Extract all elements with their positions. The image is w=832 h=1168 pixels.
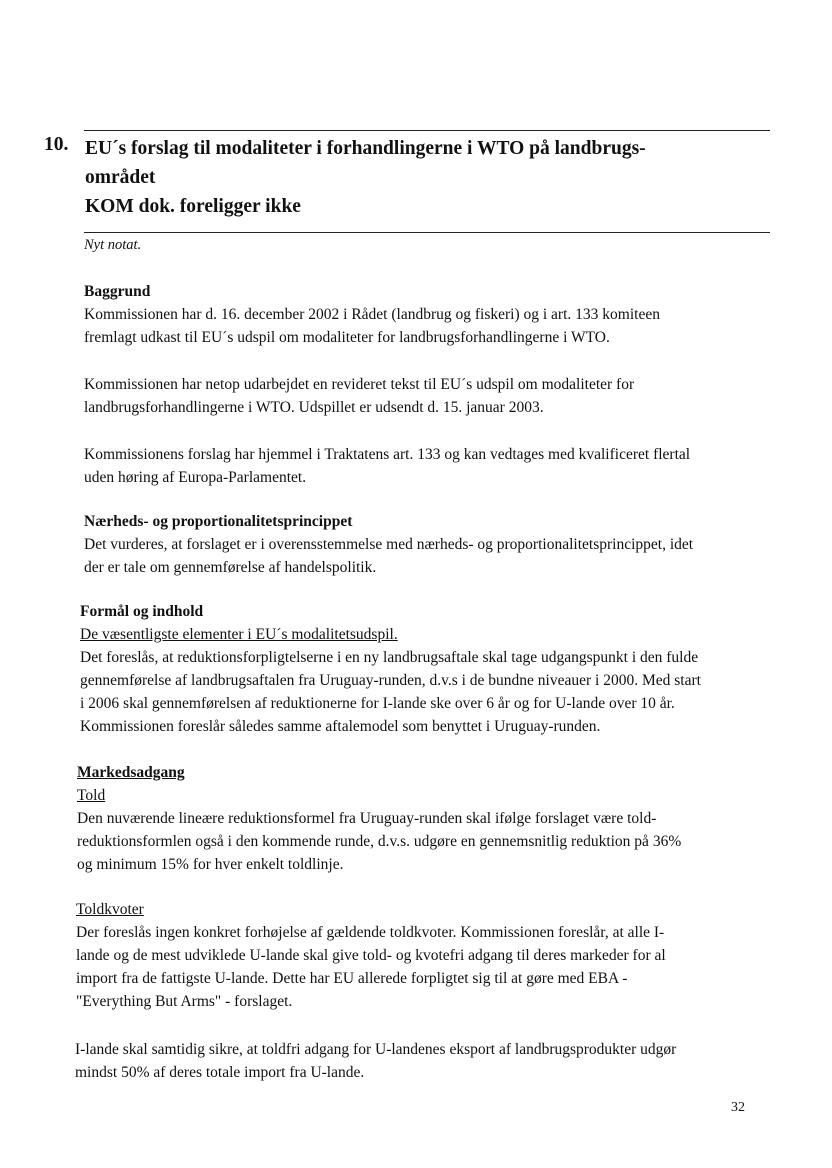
baggrund-p3-line2: uden høring af Europa-Parlamentet.	[84, 469, 307, 486]
baggrund-p2-line2: landbrugsforhandlingerne i WTO. Udspillet er udsendt d. 15. januar 2003.	[84, 399, 544, 416]
toldkvoter-heading: Toldkvoter	[76, 901, 144, 918]
baggrund-p1-line1: Kommissionen har d. 16. december 2002 i Rådet (landbrug og fiskeri) og i art. 133 komiteen	[84, 306, 660, 323]
baggrund-p3	[84, 443, 690, 489]
final-line2: mindst 50% af deres totale import fra U-lande.	[75, 1064, 365, 1081]
baggrund-section	[84, 280, 660, 349]
markedsadgang-heading: Markedsadgang	[77, 764, 185, 781]
title-line-1: EU´s forslag til modaliteter i forhandlingerne i WTO på landbrugs-	[85, 138, 646, 159]
toldkvoter-line1: Der foreslås ingen konkret forhøjelse af gældende toldkvoter. Kommissionen foreslår, at alle I-	[76, 924, 665, 941]
formaal-line4: Kommissionen foreslår således samme aftalemodel som benyttet i Uruguay-runden.	[80, 718, 601, 735]
told-line3: og minimum 15% for hver enkelt toldlinje.	[77, 856, 344, 873]
note: Nyt notat.	[84, 237, 142, 253]
naerhed-line1: Det vurderes, at forslaget er i overensstemmelse med nærheds- og proportionalitetsprincippet, idet	[84, 536, 694, 553]
naerhed-heading: Nærheds- og proportionalitetsprincippet	[84, 513, 353, 530]
section-number: 10.	[44, 134, 69, 155]
baggrund-heading: Baggrund	[84, 283, 151, 300]
section-title	[85, 134, 646, 221]
toldkvoter-line3: import fra de fattigste U-lande. Dette har EU allerede forpligtet sig til at gøre med EBA -	[76, 970, 628, 987]
baggrund-p2-line1: Kommissionen har netop udarbejdet en revideret tekst til EU´s udspil om modaliteter for	[84, 376, 635, 393]
page-number: 32	[731, 1100, 745, 1115]
told-line2: reduktionsformlen også i den kommende runde, d.v.s. udgøre en gennemsnitlig reduktion på 36%	[77, 833, 682, 850]
formaal-line3: i 2006 skal gennemførelsen af reduktionerne for I-lande ske over 6 år og for U-lande over 10 år.	[80, 695, 675, 712]
final-paragraph	[75, 1038, 676, 1084]
toldkvoter-section	[76, 898, 666, 1013]
toldkvoter-line2: lande og de mest udviklede U-lande skal give told- og kvotefri adgang til deres markeder for al	[76, 947, 666, 964]
title-bottom-rule	[84, 232, 770, 233]
baggrund-p3-line1: Kommissionens forslag har hjemmel i Traktatens art. 133 og kan vedtages med kvalificeret flertal	[84, 446, 691, 463]
naerhed-section	[84, 510, 693, 579]
toldkvoter-line4: "Everything But Arms" - forslaget.	[76, 993, 293, 1010]
told-line1: Den nuværende lineære reduktionsformel fra Uruguay-runden skal ifølge forslaget være told-	[77, 810, 657, 827]
formaal-line1: Det foreslås, at reduktionsforpligtelserne i en ny landbrugsaftale skal tage udgangspunkt i den fulde	[80, 649, 699, 666]
told-heading: Told	[77, 787, 106, 804]
formaal-subheading: De væsentligste elementer i EU´s modalitetsudspil.	[80, 626, 398, 643]
baggrund-p1-line2: fremlagt udkast til EU´s udspil om modaliteter for landbrugsforhandlingerne i WTO.	[84, 329, 610, 346]
top-rule	[84, 130, 770, 131]
formaal-section	[80, 600, 701, 738]
naerhed-line2: der er tale om gennemførelse af handelspolitik.	[84, 559, 377, 576]
title-line-3: KOM dok. foreligger ikke	[85, 196, 301, 217]
title-line-2: området	[85, 167, 156, 188]
formaal-line2: gennemførelse af landbrugsaftalen fra Uruguay-runden, d.v.s i de bundne niveauer i 2000. Med start	[80, 672, 701, 689]
baggrund-p2	[84, 373, 634, 419]
final-line1: I-lande skal samtidig sikre, at toldfri adgang for U-landenes eksport af landbrugsprodukter udgør	[75, 1041, 677, 1058]
markedsadgang-section	[77, 761, 681, 876]
formaal-heading: Formål og indhold	[80, 603, 204, 620]
